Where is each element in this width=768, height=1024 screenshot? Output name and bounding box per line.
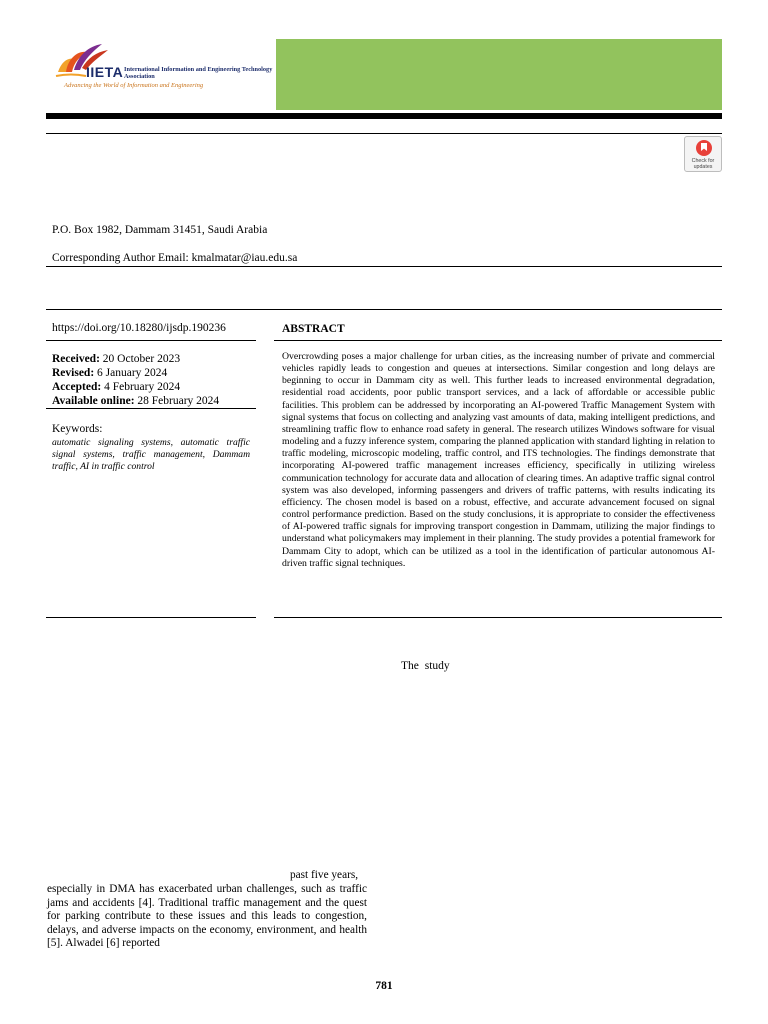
body-paragraph: especially in DMA has exacerbated urban challenges, such as traffic jams and accidents [4]. Traditional traffic management and the quest for parking contribute to these issues and this leads to congestion, delays, and adverse impacts on the economy, environment, and health [5]. Alwadei [6] reported: [47, 883, 367, 950]
info-top-rule: [46, 309, 722, 310]
online-date: 28 February 2024: [137, 395, 220, 407]
check-for-updates-badge[interactable]: [684, 136, 722, 172]
online-label: Available online:: [52, 395, 135, 407]
affiliation-address: P.O. Box 1982, Dammam 31451, Saudi Arabia: [52, 224, 268, 236]
corresponding-email: Corresponding Author Email: kmalmatar@iau.edu.sa: [52, 252, 298, 264]
keywords-list: automatic signaling systems, automatic traffic signal systems, traffic management, Dammam traffic, AI in traffic control: [52, 437, 250, 472]
body-fragment-study: The study: [401, 660, 450, 672]
logo-acronym: IIETA: [86, 64, 124, 80]
info-bottom-rule: [46, 617, 256, 618]
revised-label: Revised:: [52, 367, 95, 379]
received-label: Received:: [52, 353, 100, 365]
logo-tagline: Advancing the World of Information and Engineering: [64, 82, 204, 89]
article-dates: [52, 352, 219, 408]
abstract-title-rule: [274, 340, 722, 341]
header-rule: [46, 113, 722, 119]
logo-org-name: International Information and Engineering Technology Association: [124, 66, 273, 80]
accepted-date: 4 February 2024: [104, 381, 181, 393]
badge-label: Check for updates: [691, 158, 715, 170]
abstract-text: Overcrowding poses a major challenge for urban cities, as the increasing number of private and commercial vehicles rapidly leads to congestion and queues at intersections. Similar congestion and long delays are beginning to occur in Dammam city as well. This further leads to increased environmental degradation, residential road accidents, poor public transport services, and a lack of affordable or accessible public facilities. This problem can be addressed by incorporating an AI-powered Traffic Management System with signal systems that focus on collecting and analyzing vast amounts of data, making intelligent predictions, and streamlining traffic flow to enhance road safety in general. The research utilizes Windows software for visual modeling and a fuzzy inference system, comparing the planned application with standard lighting in relation to traffic modeling, microscopic modeling, traffic control, and ITS technologies. The findings demonstrate that incorporating AI-powered traffic management increases efficiency, specifically in utilizing wireless communication technology for accurate data and allocation of clearing times. An adaptive traffic signal control system was also developed, informing passengers and drivers of traffic patterns, with results indicating its efficiency. The chosen model is based on a robust, effective, and accurate advancement focused on signal control performance prediction. Based on the study conclusions, it is appropriate to consider the effectiveness of AI-powered traffic signals for improving transport congestion in Dammam, utilizing the major findings to understand what policymakers may implement in their planning. The study provides a potential framework for Dammam City to adopt, which can be utilized as a tool in the identification of particular autonomous AI-driven traffic signal techniques.: [282, 351, 715, 569]
revised-date: 6 January 2024: [97, 367, 168, 379]
keywords-label: Keywords:: [52, 423, 103, 435]
received-date: 20 October 2023: [102, 353, 181, 365]
info-dates-rule: [46, 408, 256, 409]
body-fragment-years: past five years,: [290, 869, 359, 881]
abstract-bottom-rule: [274, 617, 722, 618]
affiliation-rule: [46, 266, 722, 267]
accepted-label: Accepted:: [52, 381, 102, 393]
title-rule: [46, 133, 722, 134]
page-number: 781: [375, 980, 393, 992]
journal-logo: [50, 38, 272, 110]
abstract-heading: ABSTRACT: [282, 323, 345, 335]
info-doi-rule: [46, 340, 256, 341]
header-green-banner: [276, 39, 722, 110]
doi-link[interactable]: https://doi.org/10.18280/ijsdp.190236: [52, 322, 226, 334]
